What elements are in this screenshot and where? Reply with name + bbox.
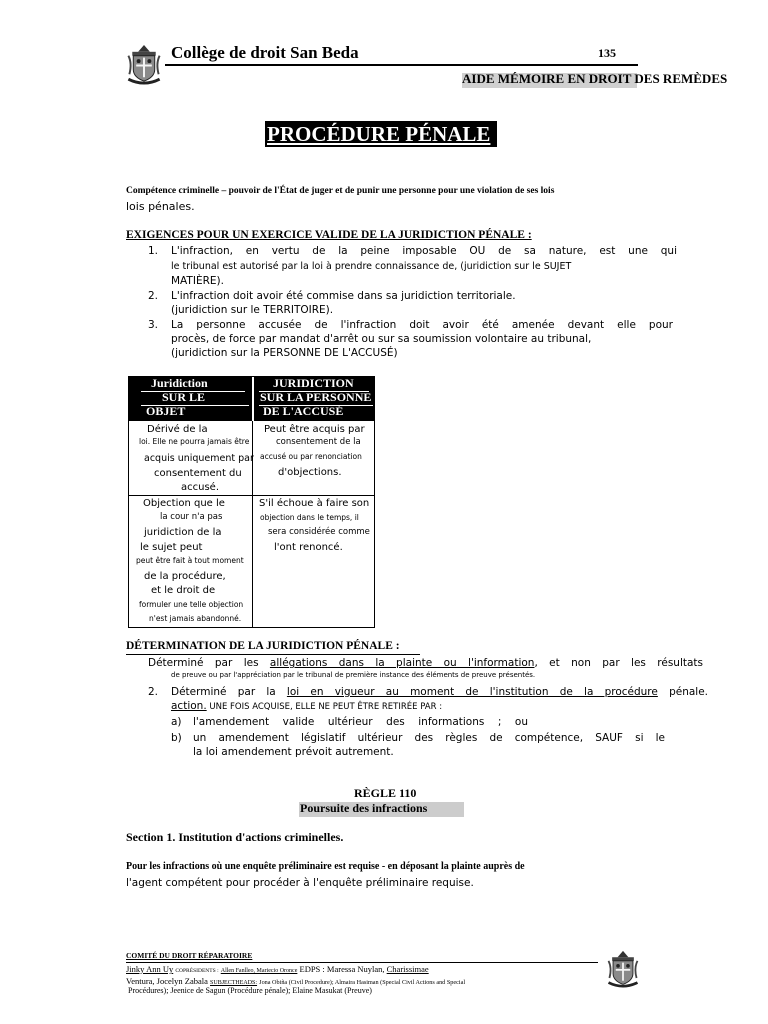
- table-cell-line: d'objections.: [278, 467, 342, 478]
- footer-label: EDPS :: [299, 964, 325, 974]
- rule-number: RÈGLE 110: [354, 786, 417, 800]
- table-row-divider: [129, 495, 375, 496]
- page-number: 135: [598, 46, 616, 60]
- table-cell-line: peut être fait à tout moment: [136, 556, 244, 565]
- footer-names: Ventura, Jocelyn Zabala: [126, 976, 208, 986]
- paragraph-continuation: l'agent compétent pour procéder à l'enquête préliminaire requise.: [126, 877, 474, 889]
- table-column-header: SUR LE: [162, 390, 206, 404]
- table-header-divider: [252, 377, 254, 421]
- table-cell-line: la cour n'a pas: [160, 512, 223, 522]
- table-cell-line: loi. Elle ne pourra jamais être: [139, 437, 250, 446]
- table-cell-line: S'il échoue à faire son: [259, 498, 370, 509]
- footer-credits-line: [126, 965, 429, 975]
- table-column-header: JURIDICTION: [273, 376, 354, 390]
- sub-item-text: l'amendement valide ultérieur des informations ; ou: [193, 716, 528, 728]
- list-item-line: (juridiction sur le TERRITOIRE).: [171, 304, 334, 316]
- sub-item-label: a): [171, 716, 182, 728]
- sub-item-text: un amendement législatif ultérieur des règles de compétence, SAUF si le: [193, 732, 665, 744]
- paragraph-bold: Pour les infractions où une enquête préliminaire est requise - en déposant la plainte auprès de: [126, 861, 525, 872]
- table-cell-line: consentement du: [154, 468, 242, 479]
- table-cell-line: Peut être acquis par: [264, 424, 365, 435]
- determination-heading: DÉTERMINATION DE LA JURIDICTION PÉNALE :: [126, 640, 400, 652]
- table-cell-line: objection dans le temps, il: [260, 513, 359, 522]
- footer-names: Charissimae: [386, 964, 429, 974]
- table-column-header: SUR LA PERSONNE: [260, 390, 372, 404]
- header-rule: [165, 64, 638, 66]
- table-cell-line: juridiction de la: [144, 527, 222, 538]
- footer-credits-line: [126, 977, 465, 986]
- competence-continuation: lois pénales.: [126, 200, 195, 213]
- college-crest-icon: [125, 44, 163, 85]
- rule-subtitle: Poursuite des infractions: [300, 801, 428, 815]
- footer-names: Jona Obiña (Civil Procedure); Almaira Hasiman (Special Civil Actions and Special: [259, 979, 466, 986]
- determination-note: de preuve ou par l'appréciation par le tribunal de première instance des éléments de preuve présentés.: [171, 671, 536, 679]
- table-cell-line: formuler une telle objection: [139, 600, 244, 609]
- heading-underline: [126, 654, 420, 655]
- footer-chair: Jinky Ann Uy: [126, 964, 174, 974]
- text-segment: action.: [171, 700, 207, 712]
- list-number: 1.: [148, 245, 159, 257]
- competence-definition: Compétence criminelle – pouvoir de l'État de juger et de punir une personne pour une violation de ses lois: [126, 186, 555, 196]
- document-subtitle: AIDE MÉMOIRE EN DROIT DES REMÈDES: [462, 72, 728, 86]
- list-item-line: L'infraction doit avoir été commise dans sa juridiction territoriale.: [171, 290, 516, 302]
- sub-item-text: la loi amendement prévoit autrement.: [193, 746, 394, 758]
- college-name: Collège de droit San Beda: [171, 43, 359, 62]
- footer-committee: COMITÉ DU DROIT RÉPARATOIRE: [126, 951, 253, 960]
- text-segment: pénale.: [657, 686, 708, 698]
- determination-item-line: [148, 657, 703, 669]
- table-column-header: OBJET: [146, 404, 186, 418]
- footer-credits-line: Procédures); Jeenice de Sagun (Procédure pénale); Elaine Masukat (Preuve): [128, 986, 372, 995]
- table-cell-line: de la procédure,: [144, 571, 226, 582]
- table-cell-line: l'ont renoncé.: [274, 542, 343, 553]
- underlined-segment: allégations dans la plainte ou l'information: [269, 657, 535, 669]
- list-number: 2.: [148, 290, 159, 302]
- text-segment: , et non par les résultats: [534, 657, 704, 669]
- table-cell-line: et le droit de: [151, 585, 216, 596]
- list-number: 2.: [148, 686, 159, 698]
- table-cell-line: accusé.: [181, 482, 220, 493]
- table-cell-line: Dérivé de la: [147, 424, 208, 435]
- underlined-segment: loi en vigueur au moment de l'institution de la procédure: [286, 686, 658, 698]
- table-column-header: Juridiction: [151, 376, 208, 390]
- determination-item-line: [171, 686, 708, 698]
- table-cell-line: le sujet peut: [140, 542, 203, 553]
- caps-note: UNE FOIS ACQUISE, ELLE NE PEUT ÊTRE RETIRÉE PAR :: [206, 702, 443, 712]
- table-cell-line: acquis uniquement par: [144, 453, 254, 464]
- footer-names: Maressa Nuylan,: [326, 964, 387, 974]
- text-segment: Déterminé par la: [171, 686, 287, 698]
- footer-label: COPRÉSIDENTS :: [175, 968, 219, 974]
- jurisdiction-table: [128, 376, 375, 628]
- section-title: PROCÉDURE PÉNALE: [267, 122, 491, 146]
- list-item-line: L'infraction, en vertu de la peine imposable OU de sa nature, est une qui: [171, 245, 677, 257]
- list-item-line: MATIÈRE).: [171, 275, 224, 287]
- text-segment: Déterminé par les: [148, 657, 270, 669]
- college-crest-icon: [605, 950, 641, 988]
- list-item-line: procès, de force par mandat d'arrêt ou sur sa soumission volontaire au tribunal,: [171, 333, 592, 345]
- determination-item-line: [171, 700, 442, 713]
- list-item-line: (juridiction sur la PERSONNE DE L'ACCUSÉ): [171, 347, 398, 359]
- table-column-header: DE L'ACCUSÉ: [263, 404, 344, 418]
- footer-rule: [126, 962, 598, 963]
- section-title-banner: [265, 121, 497, 147]
- table-cell-line: sera considérée comme: [268, 527, 370, 537]
- list-number: 3.: [148, 319, 159, 331]
- table-cell-line: consentement de la: [276, 437, 361, 447]
- table-cell-line: accusé ou par renonciation: [260, 452, 362, 461]
- table-cell-line: Objection que le: [143, 498, 225, 509]
- requirements-heading: EXIGENCES POUR UN EXERCICE VALIDE DE LA JURIDICTION PÉNALE :: [126, 229, 532, 241]
- list-item-line: La personne accusée de l'infraction doit avoir été amenée devant elle pour: [171, 319, 673, 331]
- list-item-line: le tribunal est autorisé par la loi à prendre connaissance de, (juridiction sur le SUJET: [171, 261, 572, 272]
- section-heading: Section 1. Institution d'actions criminelles.: [126, 830, 344, 844]
- footer-label: SUBJECTHEADS:: [210, 980, 258, 986]
- footer-names: Allen Fanlleo, Mariecio Oronce: [220, 968, 298, 974]
- table-cell-line: n'est jamais abandonné.: [149, 614, 242, 623]
- sub-item-label: b): [171, 732, 182, 744]
